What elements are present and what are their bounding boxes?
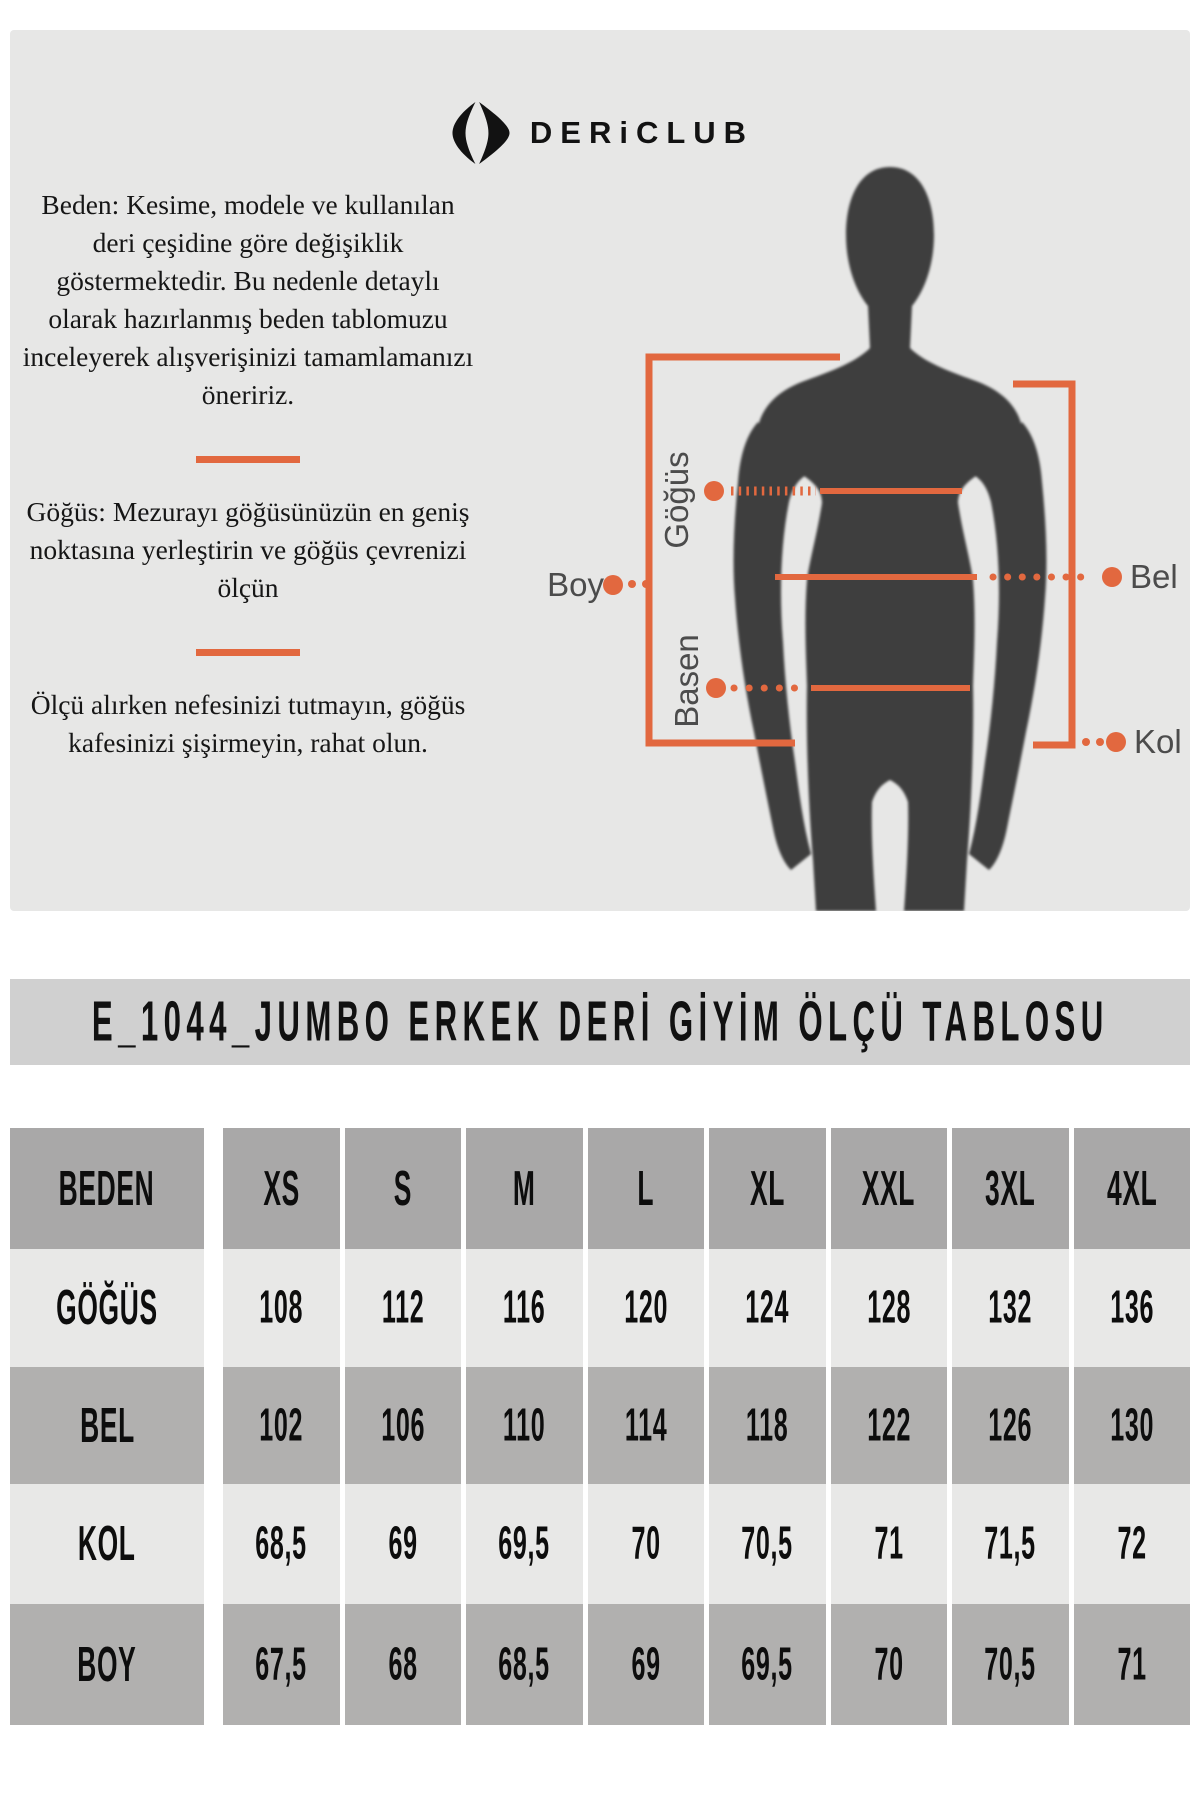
size-value bbox=[588, 1484, 705, 1604]
row-label bbox=[10, 1484, 204, 1604]
size-value bbox=[709, 1367, 826, 1484]
size-value-text: 70 bbox=[631, 1518, 661, 1570]
size-value bbox=[709, 1484, 826, 1604]
size-value bbox=[223, 1367, 340, 1484]
label-gogus: Göğüs bbox=[658, 451, 695, 549]
boy-small-dot bbox=[642, 580, 650, 588]
column-header bbox=[952, 1128, 1069, 1249]
size-value-text: 118 bbox=[746, 1399, 789, 1452]
kol-small-dot bbox=[1096, 738, 1104, 746]
column-header bbox=[345, 1128, 462, 1249]
size-value bbox=[345, 1367, 462, 1484]
size-value bbox=[831, 1484, 948, 1604]
size-value bbox=[588, 1604, 705, 1725]
row-label-text: BEL bbox=[79, 1398, 135, 1453]
table-row bbox=[10, 1484, 1190, 1604]
row-label bbox=[10, 1604, 204, 1725]
basen-dot bbox=[706, 678, 726, 698]
row-label-text: KOL bbox=[78, 1517, 136, 1571]
table-header-row bbox=[10, 1128, 1190, 1249]
size-value bbox=[831, 1249, 948, 1367]
row-label bbox=[10, 1367, 204, 1484]
male-silhouette bbox=[734, 167, 1047, 911]
size-value bbox=[466, 1484, 583, 1604]
boy-dot bbox=[603, 575, 623, 595]
size-value bbox=[223, 1249, 340, 1367]
column-header-text: 3XL bbox=[985, 1161, 1036, 1216]
size-value-text: 106 bbox=[380, 1399, 425, 1452]
size-value bbox=[588, 1249, 705, 1367]
size-value-text: 108 bbox=[259, 1282, 304, 1334]
column-header bbox=[466, 1128, 583, 1249]
size-value bbox=[709, 1249, 826, 1367]
size-value-text: 69,5 bbox=[498, 1518, 550, 1570]
size-value bbox=[466, 1604, 583, 1725]
size-value-text: 122 bbox=[866, 1399, 911, 1452]
size-value bbox=[345, 1484, 462, 1604]
size-value-text: 71 bbox=[874, 1518, 904, 1570]
size-value-text: 70,5 bbox=[984, 1638, 1036, 1691]
size-value-text: 70,5 bbox=[741, 1518, 793, 1570]
column-header-text: S bbox=[393, 1161, 412, 1216]
size-value-text: 68,5 bbox=[498, 1638, 550, 1691]
kol-small-dot bbox=[1082, 738, 1090, 746]
size-value bbox=[1074, 1367, 1191, 1484]
column-header-beden bbox=[10, 1128, 204, 1249]
size-value bbox=[831, 1367, 948, 1484]
size-value bbox=[1074, 1604, 1191, 1725]
size-chart-title: E_1044_JUMBO ERKEK DERİ GİYİM ÖLÇÜ TABLOSU bbox=[91, 990, 1109, 1054]
size-value-text: 69 bbox=[388, 1518, 418, 1570]
measurement-diagram bbox=[10, 30, 1190, 911]
brand-name: DERiCLUB bbox=[529, 115, 755, 150]
label-basen: Basen bbox=[668, 634, 705, 728]
column-header bbox=[1074, 1128, 1191, 1249]
paragraph-olcu: Ölçü alırken nefesinizi tutmayın, göğüs kafesinizi şişirmeyin, rahat olun. bbox=[30, 689, 466, 758]
size-value-text: 114 bbox=[624, 1399, 667, 1452]
size-value-text: 136 bbox=[1109, 1282, 1154, 1334]
column-header-text: L bbox=[637, 1161, 655, 1216]
size-table bbox=[10, 1128, 1190, 1725]
size-chart-title-banner bbox=[10, 979, 1190, 1065]
column-header-beden-text: BEDEN bbox=[59, 1161, 155, 1216]
size-value bbox=[1074, 1249, 1191, 1367]
column-header-text: XL bbox=[749, 1161, 785, 1216]
column-header-text: 4XL bbox=[1106, 1161, 1157, 1216]
kol-dot bbox=[1106, 732, 1126, 752]
size-value bbox=[223, 1604, 340, 1725]
column-header-text: XS bbox=[262, 1161, 300, 1216]
size-value bbox=[952, 1367, 1069, 1484]
size-value-text: 69,5 bbox=[741, 1638, 793, 1691]
paragraph-gogus: Göğüs: Mezurayı göğüsünüzün en geniş noktasına yerleştirin ve göğüs çevrenizi ölçün bbox=[26, 496, 470, 603]
size-value-text: 71 bbox=[1117, 1638, 1147, 1691]
label-kol: Kol bbox=[1134, 723, 1182, 760]
label-bel: Bel bbox=[1130, 558, 1178, 595]
size-value-text: 116 bbox=[503, 1282, 546, 1334]
row-label-text: BOY bbox=[77, 1637, 137, 1692]
size-value-text: 71,5 bbox=[984, 1518, 1036, 1570]
size-value-text: 128 bbox=[866, 1282, 911, 1334]
size-value-text: 112 bbox=[381, 1282, 424, 1334]
label-boy: Boy bbox=[547, 566, 604, 603]
size-value-text: 110 bbox=[503, 1399, 546, 1452]
row-label-text: GÖĞÜS bbox=[56, 1281, 158, 1335]
size-value-text: 70 bbox=[874, 1638, 904, 1691]
boy-small-dot bbox=[628, 580, 636, 588]
column-header bbox=[709, 1128, 826, 1249]
size-value-text: 69 bbox=[631, 1638, 661, 1691]
size-value-text: 132 bbox=[988, 1282, 1033, 1334]
size-value bbox=[466, 1367, 583, 1484]
size-value-text: 68 bbox=[388, 1638, 418, 1691]
column-header-text: M bbox=[512, 1161, 536, 1216]
column-header bbox=[831, 1128, 948, 1249]
size-value-text: 67,5 bbox=[255, 1638, 307, 1691]
paragraph-beden: Beden: Kesime, modele ve kullanılan deri çeşidine göre değişiklik göstermektedir. Bu nedenle detaylı olarak hazırlanmış beden tablomuzu inceleyerek alışverişinizi tamamlamanızı öneririz. bbox=[22, 189, 474, 410]
size-value bbox=[223, 1484, 340, 1604]
bel-dot bbox=[1102, 567, 1122, 587]
size-value-text: 120 bbox=[623, 1282, 668, 1334]
size-value-text: 68,5 bbox=[255, 1518, 307, 1570]
size-value bbox=[952, 1604, 1069, 1725]
size-value bbox=[588, 1367, 705, 1484]
table-row bbox=[10, 1604, 1190, 1725]
size-value bbox=[952, 1484, 1069, 1604]
size-value-text: 72 bbox=[1117, 1518, 1147, 1570]
size-value bbox=[709, 1604, 826, 1725]
size-value bbox=[345, 1249, 462, 1367]
info-panel bbox=[10, 30, 1190, 911]
column-header-text: XXL bbox=[862, 1161, 916, 1216]
table-row bbox=[10, 1367, 1190, 1484]
size-value bbox=[345, 1604, 462, 1725]
column-header bbox=[588, 1128, 705, 1249]
row-label bbox=[10, 1249, 204, 1367]
size-value bbox=[466, 1249, 583, 1367]
size-value bbox=[952, 1249, 1069, 1367]
size-value-text: 102 bbox=[259, 1399, 304, 1452]
column-header bbox=[223, 1128, 340, 1249]
size-value bbox=[1074, 1484, 1191, 1604]
size-value-text: 126 bbox=[988, 1399, 1033, 1452]
gogus-dot bbox=[704, 481, 724, 501]
size-value-text: 124 bbox=[745, 1282, 790, 1334]
table-row bbox=[10, 1249, 1190, 1367]
size-value bbox=[831, 1604, 948, 1725]
size-value-text: 130 bbox=[1109, 1399, 1154, 1452]
